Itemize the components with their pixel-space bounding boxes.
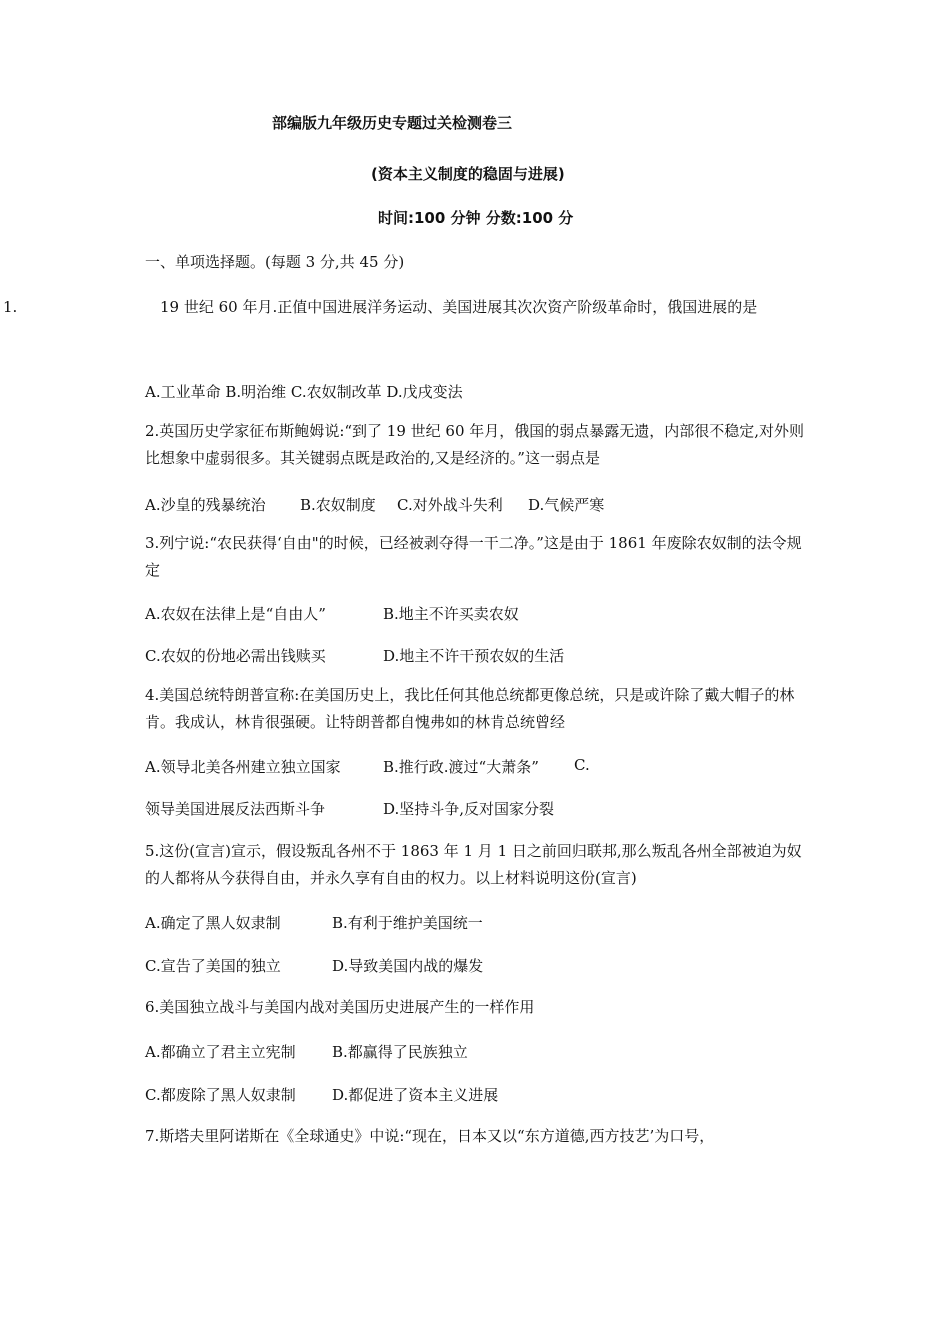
option: D.导致美国内战的爆发 (332, 957, 484, 975)
option: B.推行政.渡过“大萧条” (383, 758, 539, 776)
question-stem: 2.英国历史学家征布斯鲍姆说:“到了 19 世纪 60 年月，俄国的弱点暴露无遗，内部很不稳定,对外则比想象中虚弱很多。其关键弱点既是政治的,又是经济的。”这一弱点是 (145, 422, 805, 467)
question-stem: 4.美国总统特朗普宣称:在美国历史上，我比任何其他总统都更像总统，只是或许除了戴大帽子的林肯。我成认，林肯很强硬。让特朗普都自愧弗如的林肯总统曾经 (145, 686, 795, 731)
option: A.都确立了君主立宪制 (145, 1043, 296, 1061)
question-stem: 7.斯塔夫里阿诺斯在《全球通史》中说:“现在，日本又以“东方道德,西方技艺’为口号， (145, 1127, 715, 1145)
option: B.地主不许买卖农奴 (383, 605, 519, 623)
option: B.有利于维护美国统一 (332, 914, 483, 932)
option: A.农奴在法律上是“自由人” (145, 605, 326, 623)
option: C. (574, 756, 590, 774)
option: A.沙皇的残暴统治 (145, 496, 266, 514)
question-number: 1. (3, 298, 18, 316)
option: C.对外战斗失利 (397, 496, 503, 514)
option: C.农奴的份地必需出钱赎买 (145, 647, 326, 665)
option: A.确定了黑人奴隶制 (145, 914, 281, 932)
section-heading: 一、单项选择题。(每题 3 分,共 45 分) (145, 253, 405, 271)
question-stem: 3.列宁说:“农民获得‘自由"的时候，已经被剥夺得一干二净。”这是由于 1861 年废除农奴制的法令规定 (145, 534, 802, 579)
option: D.坚持斗争,反对国家分裂 (383, 800, 555, 818)
question-stem: 6.美国独立战斗与美国内战对美国历史进展产生的一样作用 (145, 998, 535, 1016)
question-stem: 19 世纪 60 年月.正值中国进展洋务运动、美国进展其次次资产阶级革命时，俄国进展的是 (160, 298, 758, 316)
option: C.宣告了美国的独立 (145, 957, 281, 975)
option: B.都赢得了民族独立 (332, 1043, 468, 1061)
options-line: A.工业革命 B.明治维 C.农奴制改革 D.戊戌变法 (145, 383, 463, 401)
question-stem: 5.这份(宣言)宣示，假设叛乱各州不于 1863 年 1 月 1 日之前回归联邦,那么叛乱各州全部被迫为奴的人都将从今获得自由，并永久享有自由的权力。以上材料说明这份(宣言) (145, 842, 802, 887)
option: 领导美国进展反法西斯斗争 (145, 800, 326, 818)
option: D.地主不许干预农奴的生活 (383, 647, 565, 665)
option: D.都促进了资本主义进展 (332, 1086, 499, 1104)
option: B.农奴制度 (300, 496, 376, 514)
exam-info: 时间:100 分钟 分数:100 分 (378, 209, 574, 227)
option: C.都废除了黑人奴隶制 (145, 1086, 296, 1104)
page-subtitle: (资本主义制度的稳固与进展) (371, 165, 565, 183)
page-title: 部编版九年级历史专题过关检测卷三 (272, 114, 513, 132)
option: D.气候严寒 (528, 496, 605, 514)
option: A.领导北美各州建立独立国家 (145, 758, 341, 776)
